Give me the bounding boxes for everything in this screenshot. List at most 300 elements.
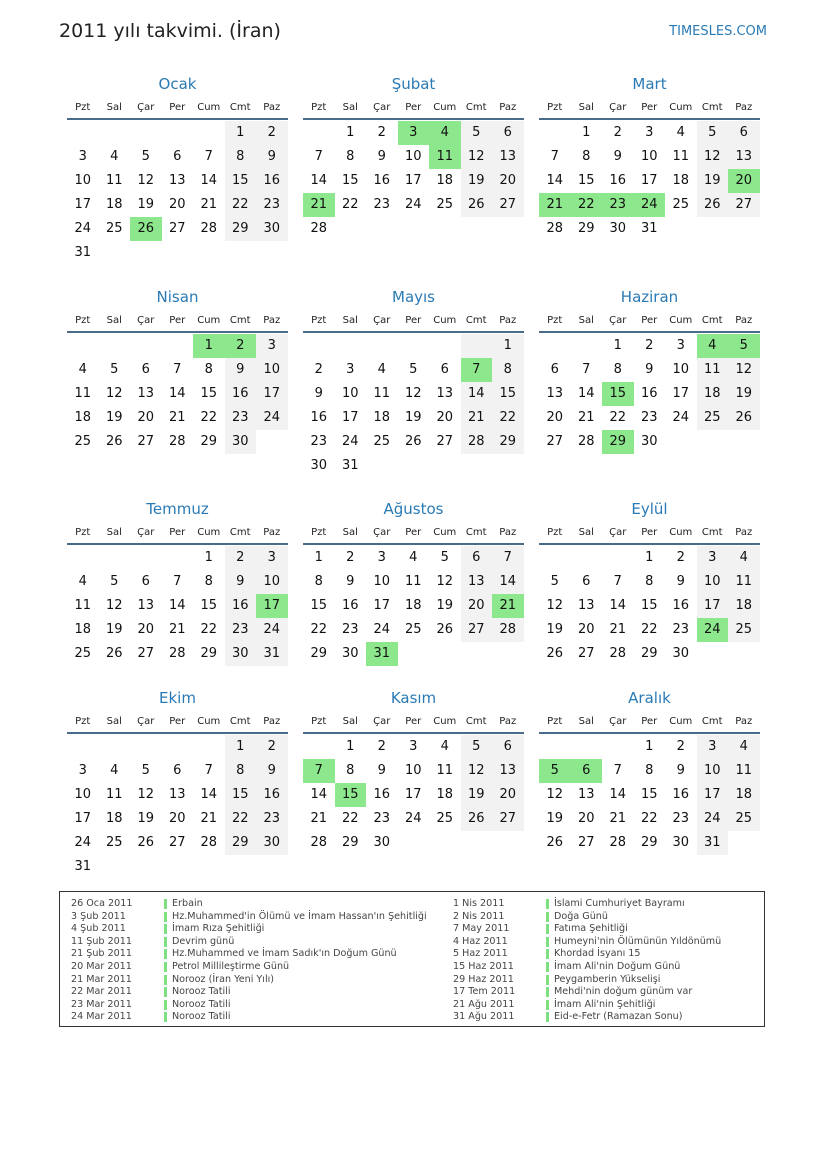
weekday-label: Pzt — [547, 716, 563, 727]
weekday-label: Pzt — [311, 527, 327, 538]
weekday-header — [303, 523, 524, 545]
month-calendar — [303, 493, 524, 666]
day-cell: 7 — [314, 149, 323, 164]
day-grid — [539, 735, 760, 855]
holiday-marker — [546, 899, 549, 909]
weekday-label: Sal — [578, 102, 594, 113]
weekday-label: Pzt — [75, 716, 91, 727]
month-name: Aralık — [628, 689, 671, 707]
day-cell: 2 — [256, 121, 288, 145]
weekday-label: Paz — [499, 716, 517, 727]
day-cell: 10 — [341, 386, 359, 401]
day-cell: 26 — [404, 434, 422, 449]
holiday-day-cell: 24 — [697, 618, 729, 642]
day-cell: 18 — [672, 173, 690, 188]
legend-date: 22 Mar 2011 — [71, 986, 132, 998]
weekday-label: Cum — [669, 527, 693, 538]
weekday-header — [539, 311, 760, 333]
holiday-marker — [546, 962, 549, 972]
day-cell: 6 — [492, 121, 524, 145]
day-cell: 2 — [256, 735, 288, 759]
month-calendar — [303, 281, 524, 478]
day-cell: 17 — [640, 173, 658, 188]
day-cell: 16 — [225, 594, 257, 618]
day-cell: 31 — [697, 831, 729, 855]
day-cell: 7 — [204, 763, 213, 778]
holiday-day-cell: 11 — [429, 145, 461, 169]
day-cell: 1 — [225, 121, 257, 145]
day-cell: 4 — [110, 763, 119, 778]
day-cell: 8 — [225, 145, 257, 169]
weekday-label: Cmt — [465, 527, 487, 538]
legend-date: 11 Şub 2011 — [71, 935, 132, 947]
weekday-label: Çar — [373, 315, 391, 326]
empty-day-cell — [303, 735, 335, 759]
empty-day-cell — [539, 121, 571, 145]
day-cell: 25 — [105, 221, 123, 236]
day-cell: 18 — [74, 410, 92, 425]
day-cell: 1 — [613, 338, 622, 353]
day-cell: 22 — [200, 622, 218, 637]
weekday-label: Paz — [263, 102, 281, 113]
day-cell: 11 — [74, 386, 92, 401]
day-cell: 8 — [346, 149, 355, 164]
legend-holiday-name: Humeyni'nin Ölümünün Yıldönümü — [554, 935, 722, 947]
holiday-marker — [164, 1012, 167, 1022]
day-cell: 23 — [310, 434, 328, 449]
holiday-day-cell: 4 — [429, 121, 461, 145]
day-cell: 9 — [256, 759, 288, 783]
day-cell: 26 — [546, 646, 564, 661]
weekday-label: Sal — [106, 527, 122, 538]
legend-date: 4 Haz 2011 — [453, 935, 508, 947]
day-cell: 1 — [204, 550, 213, 565]
legend-date: 15 Haz 2011 — [453, 960, 514, 972]
day-cell: 21 — [168, 622, 186, 637]
weekday-label: Paz — [499, 315, 517, 326]
day-cell: 10 — [256, 570, 288, 594]
day-cell: 12 — [105, 598, 123, 613]
day-cell: 1 — [582, 125, 591, 140]
holiday-day-cell: 21 — [303, 193, 335, 217]
holiday-marker — [164, 975, 167, 985]
day-cell: 12 — [461, 759, 493, 783]
day-cell: 6 — [492, 735, 524, 759]
holiday-marker — [546, 949, 549, 959]
day-cell: 4 — [440, 739, 449, 754]
legend-holiday-name: İmam Ali'nin Şehitliği — [554, 998, 656, 1010]
day-cell: 5 — [141, 763, 150, 778]
weekday-label: Paz — [735, 315, 753, 326]
day-cell: 24 — [256, 618, 288, 642]
day-cell: 19 — [436, 598, 454, 613]
day-cell: 15 — [310, 598, 328, 613]
day-cell: 7 — [492, 546, 524, 570]
day-cell: 31 — [640, 221, 658, 236]
weekday-label: Cmt — [701, 527, 723, 538]
day-cell: 10 — [697, 570, 729, 594]
day-cell: 17 — [373, 598, 391, 613]
day-cell: 24 — [404, 811, 422, 826]
day-cell: 7 — [204, 149, 213, 164]
day-cell: 24 — [373, 622, 391, 637]
day-cell: 25 — [105, 835, 123, 850]
month-calendar — [539, 682, 760, 855]
day-cell: 21 — [200, 811, 218, 826]
day-cell: 1 — [645, 550, 654, 565]
weekday-label: Paz — [263, 527, 281, 538]
day-cell: 15 — [200, 598, 218, 613]
day-cell: 11 — [404, 574, 422, 589]
holiday-day-cell: 3 — [398, 121, 430, 145]
day-cell: 27 — [137, 646, 155, 661]
weekday-label: Paz — [499, 102, 517, 113]
empty-day-cell — [571, 546, 603, 570]
holiday-day-cell: 23 — [602, 193, 634, 217]
month-name: Haziran — [620, 288, 679, 306]
day-cell: 26 — [436, 622, 454, 637]
legend-holiday-name: Khordad İsyanı 15 — [554, 948, 641, 960]
day-cell: 27 — [492, 807, 524, 831]
day-cell: 19 — [546, 622, 564, 637]
day-cell: 11 — [105, 787, 123, 802]
day-cell: 9 — [377, 763, 386, 778]
legend-date: 3 Şub 2011 — [71, 910, 126, 922]
empty-day-cell — [571, 334, 603, 358]
day-cell: 13 — [168, 787, 186, 802]
day-cell: 31 — [74, 859, 92, 874]
day-cell: 9 — [377, 149, 386, 164]
weekday-label: Paz — [735, 102, 753, 113]
day-cell: 5 — [110, 574, 119, 589]
day-cell: 15 — [640, 598, 658, 613]
weekday-label: Cmt — [229, 315, 251, 326]
legend-holiday-name: Norooz Tatili — [172, 986, 231, 998]
day-cell: 14 — [168, 598, 186, 613]
day-cell: 6 — [173, 763, 182, 778]
empty-day-cell — [99, 546, 131, 570]
holiday-day-cell: 22 — [571, 193, 603, 217]
day-cell: 28 — [492, 618, 524, 642]
weekday-label: Pzt — [311, 315, 327, 326]
weekday-label: Pzt — [311, 716, 327, 727]
day-cell: 5 — [697, 121, 729, 145]
weekday-label: Sal — [342, 716, 358, 727]
weekday-label: Pzt — [547, 315, 563, 326]
day-cell: 30 — [672, 835, 690, 850]
month-calendar — [67, 281, 288, 454]
day-cell: 14 — [609, 787, 627, 802]
empty-day-cell — [539, 334, 571, 358]
weekday-label: Sal — [106, 315, 122, 326]
day-cell: 7 — [582, 362, 591, 377]
day-cell: 22 — [341, 197, 359, 212]
day-cell: 2 — [346, 550, 355, 565]
weekday-label: Sal — [578, 527, 594, 538]
day-cell: 16 — [225, 382, 257, 406]
day-cell: 31 — [74, 245, 92, 260]
legend-holiday-name: Peygamberin Yükselişi — [554, 973, 661, 985]
month-name: Şubat — [391, 75, 436, 93]
day-cell: 15 — [225, 783, 257, 807]
day-cell: 29 — [225, 217, 257, 241]
weekday-label: Çar — [373, 716, 391, 727]
day-cell: 3 — [409, 739, 418, 754]
weekday-label: Sal — [578, 716, 594, 727]
page-title: 2011 yılı takvimi. (İran) — [59, 20, 281, 42]
weekday-label: Çar — [609, 102, 627, 113]
day-cell: 8 — [492, 358, 524, 382]
weekday-label: Cum — [433, 716, 457, 727]
legend-date: 21 Mar 2011 — [71, 973, 132, 985]
day-cell: 18 — [74, 622, 92, 637]
empty-day-cell — [303, 121, 335, 145]
day-cell: 11 — [436, 763, 454, 778]
day-cell: 13 — [137, 598, 155, 613]
day-cell: 26 — [137, 835, 155, 850]
weekday-header — [67, 523, 288, 545]
weekday-label: Per — [641, 102, 658, 113]
holiday-day-cell: 5 — [539, 759, 571, 783]
weekday-label: Cmt — [701, 315, 723, 326]
weekday-label: Sal — [106, 716, 122, 727]
day-cell: 20 — [168, 811, 186, 826]
day-cell: 27 — [137, 434, 155, 449]
day-cell: 4 — [676, 125, 685, 140]
weekday-label: Pzt — [547, 102, 563, 113]
day-cell: 24 — [256, 406, 288, 430]
empty-day-cell — [130, 121, 162, 145]
day-cell: 12 — [728, 358, 760, 382]
day-cell: 2 — [645, 338, 654, 353]
day-cell: 17 — [74, 811, 92, 826]
weekday-header — [67, 712, 288, 734]
holiday-legend — [59, 891, 765, 1027]
day-cell: 21 — [200, 197, 218, 212]
day-cell: 27 — [577, 835, 595, 850]
day-cell: 13 — [137, 386, 155, 401]
day-cell: 16 — [672, 598, 690, 613]
weekday-label: Çar — [609, 527, 627, 538]
day-cell: 4 — [78, 362, 87, 377]
day-cell: 2 — [377, 125, 386, 140]
day-cell: 31 — [341, 458, 359, 473]
weekday-label: Cmt — [465, 102, 487, 113]
day-cell: 3 — [645, 125, 654, 140]
legend-date: 21 Şub 2011 — [71, 948, 132, 960]
day-cell: 6 — [141, 362, 150, 377]
empty-day-cell — [130, 735, 162, 759]
weekday-label: Per — [169, 315, 186, 326]
legend-date: 29 Haz 2011 — [453, 973, 514, 985]
day-cell: 18 — [728, 783, 760, 807]
holiday-marker — [546, 924, 549, 934]
day-cell: 30 — [256, 831, 288, 855]
day-cell: 6 — [141, 574, 150, 589]
day-cell: 27 — [168, 835, 186, 850]
legend-holiday-name: İslami Cumhuriyet Bayramı — [554, 898, 685, 909]
day-cell: 9 — [225, 358, 257, 382]
day-cell: 12 — [137, 787, 155, 802]
day-cell: 2 — [676, 550, 685, 565]
empty-day-cell — [67, 121, 99, 145]
legend-date: 17 Tem 2011 — [453, 986, 516, 998]
day-cell: 26 — [105, 434, 123, 449]
day-cell: 12 — [546, 598, 564, 613]
day-cell: 29 — [341, 835, 359, 850]
holiday-day-cell: 24 — [634, 193, 666, 217]
day-cell: 24 — [404, 197, 422, 212]
day-cell: 8 — [582, 149, 591, 164]
day-cell: 25 — [436, 197, 454, 212]
day-cell: 29 — [640, 646, 658, 661]
day-grid — [67, 546, 288, 666]
holiday-day-cell: 26 — [130, 217, 162, 241]
day-cell: 13 — [492, 759, 524, 783]
day-cell: 16 — [373, 173, 391, 188]
day-cell: 29 — [640, 835, 658, 850]
day-cell: 28 — [168, 646, 186, 661]
day-cell: 30 — [310, 458, 328, 473]
empty-day-cell — [130, 334, 162, 358]
empty-day-cell — [67, 546, 99, 570]
holiday-day-cell: 29 — [602, 430, 634, 454]
day-grid — [67, 735, 288, 879]
day-cell: 11 — [74, 598, 92, 613]
day-cell: 19 — [546, 811, 564, 826]
day-cell: 10 — [404, 763, 422, 778]
weekday-label: Çar — [137, 527, 155, 538]
day-cell: 3 — [256, 546, 288, 570]
holiday-day-cell: 4 — [697, 334, 729, 358]
day-cell: 30 — [373, 835, 391, 850]
day-cell: 6 — [550, 362, 559, 377]
day-cell: 22 — [225, 807, 257, 831]
weekday-label: Pzt — [75, 102, 91, 113]
day-cell: 17 — [697, 594, 729, 618]
weekday-label: Per — [641, 716, 658, 727]
day-cell: 28 — [577, 434, 595, 449]
day-cell: 18 — [404, 598, 422, 613]
day-cell: 18 — [105, 811, 123, 826]
day-cell: 23 — [672, 622, 690, 637]
weekday-label: Pzt — [547, 527, 563, 538]
day-cell: 20 — [168, 197, 186, 212]
day-cell: 18 — [373, 410, 391, 425]
day-cell: 8 — [314, 574, 323, 589]
day-cell: 3 — [697, 546, 729, 570]
holiday-marker — [164, 899, 167, 909]
legend-holiday-name: Eid-e-Fetr (Ramazan Sonu) — [554, 1011, 683, 1023]
day-cell: 24 — [672, 410, 690, 425]
day-cell: 6 — [440, 362, 449, 377]
day-cell: 4 — [377, 362, 386, 377]
day-cell: 21 — [577, 410, 595, 425]
day-cell: 16 — [341, 598, 359, 613]
day-cell: 2 — [377, 739, 386, 754]
legend-holiday-name: Doğa Günü — [554, 910, 608, 922]
day-cell: 14 — [200, 173, 218, 188]
holiday-marker — [546, 975, 549, 985]
day-cell: 19 — [697, 169, 729, 193]
weekday-header — [303, 98, 524, 120]
day-cell: 10 — [404, 149, 422, 164]
weekday-label: Cum — [433, 102, 457, 113]
holiday-day-cell: 7 — [461, 358, 493, 382]
legend-holiday-name: Norooz Tatili — [172, 1011, 231, 1023]
weekday-label: Paz — [499, 527, 517, 538]
day-cell: 12 — [546, 787, 564, 802]
day-cell: 23 — [225, 406, 257, 430]
day-cell: 28 — [310, 221, 328, 236]
day-cell: 8 — [204, 574, 213, 589]
day-cell: 13 — [461, 570, 493, 594]
day-cell: 18 — [697, 382, 729, 406]
empty-day-cell — [99, 735, 131, 759]
month-calendar — [303, 682, 524, 855]
day-cell: 25 — [436, 811, 454, 826]
weekday-label: Paz — [263, 716, 281, 727]
day-cell: 15 — [200, 386, 218, 401]
day-cell: 22 — [310, 622, 328, 637]
weekday-label: Per — [405, 716, 422, 727]
day-cell: 29 — [225, 831, 257, 855]
weekday-label: Cmt — [229, 716, 251, 727]
day-cell: 30 — [609, 221, 627, 236]
holiday-marker — [164, 1000, 167, 1010]
day-cell: 15 — [640, 787, 658, 802]
day-cell: 28 — [461, 430, 493, 454]
legend-date: 4 Şub 2011 — [71, 923, 126, 935]
day-cell: 2 — [225, 546, 257, 570]
day-grid — [67, 334, 288, 454]
day-cell: 14 — [609, 598, 627, 613]
day-cell: 5 — [110, 362, 119, 377]
day-cell: 9 — [346, 574, 355, 589]
day-cell: 7 — [550, 149, 559, 164]
holiday-marker — [546, 1012, 549, 1022]
day-cell: 7 — [173, 574, 182, 589]
day-cell: 11 — [672, 149, 690, 164]
day-cell: 17 — [697, 783, 729, 807]
day-cell: 9 — [314, 386, 323, 401]
weekday-label: Çar — [137, 716, 155, 727]
day-cell: 29 — [310, 646, 328, 661]
brand-link[interactable]: TIMESLES.COM — [669, 24, 767, 39]
day-grid — [303, 121, 524, 241]
day-cell: 16 — [640, 386, 658, 401]
day-cell: 1 — [314, 550, 323, 565]
day-cell: 7 — [613, 574, 622, 589]
day-cell: 25 — [672, 197, 690, 212]
weekday-label: Per — [169, 102, 186, 113]
holiday-day-cell: 7 — [303, 759, 335, 783]
day-cell: 18 — [728, 594, 760, 618]
day-cell: 26 — [461, 193, 493, 217]
day-cell: 13 — [492, 145, 524, 169]
day-cell: 3 — [256, 334, 288, 358]
holiday-day-cell: 31 — [366, 642, 398, 666]
day-cell: 22 — [492, 406, 524, 430]
day-cell: 20 — [577, 622, 595, 637]
holiday-day-cell: 1 — [193, 334, 225, 358]
month-name: Mayıs — [392, 288, 435, 306]
legend-date: 5 Haz 2011 — [453, 948, 508, 960]
day-cell: 22 — [640, 622, 658, 637]
empty-day-cell — [67, 334, 99, 358]
day-cell: 19 — [137, 811, 155, 826]
day-cell: 19 — [105, 622, 123, 637]
